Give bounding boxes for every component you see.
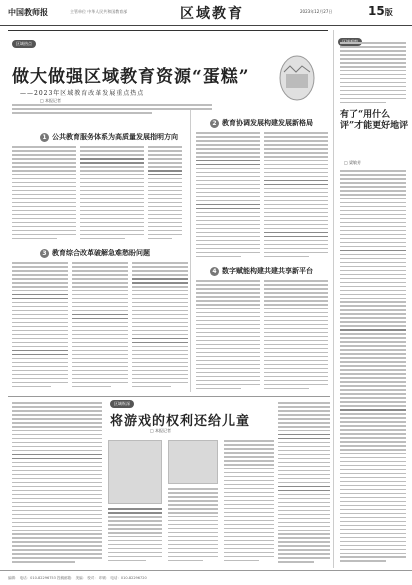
lead-subhead: ——2023年区域教育改革发展重点热点 bbox=[20, 90, 145, 97]
section-4-title: 数字赋能构建共建共享新平台 bbox=[222, 266, 313, 275]
sidebar-intro bbox=[340, 42, 406, 106]
sidebar-byline: □ 梁敏芳 bbox=[344, 160, 362, 165]
section-2-column-a bbox=[196, 132, 260, 260]
page-header bbox=[0, 0, 412, 26]
masthead: 中国教师报 bbox=[8, 7, 48, 17]
sidebar-title: 有了“用什么评”才能更好地评 bbox=[340, 110, 409, 131]
sidebar-body bbox=[340, 170, 406, 566]
section-3-heading bbox=[40, 248, 150, 258]
section-2-column-b bbox=[264, 132, 328, 260]
bottom-column-d bbox=[224, 440, 274, 566]
section-2-heading bbox=[210, 118, 313, 128]
page-footer: 编辑： 电话：010-82296753 投稿邮箱： 美编： 校对： 印刷： 电话：010-82296720 bbox=[0, 570, 412, 585]
section-1-column-a bbox=[12, 146, 76, 244]
page-number-suffix: 版 bbox=[384, 8, 393, 17]
section-1-number: 1 bbox=[40, 133, 49, 142]
sidebar-divider bbox=[333, 30, 334, 568]
section-4-heading bbox=[210, 266, 313, 276]
bottom-kicker: 区域纵深 bbox=[110, 400, 134, 408]
masthead-tagline: 主管单位 中华人民共和国教育部 bbox=[70, 9, 128, 14]
egg-illustration bbox=[276, 50, 318, 102]
section-rule bbox=[8, 30, 328, 31]
section-3-column-c bbox=[132, 262, 188, 392]
section-1-title: 公共教育服务体系为高质量发展指明方向 bbox=[52, 132, 178, 141]
lead-headline: 做大做强区域教育资源“蛋糕” bbox=[12, 67, 250, 87]
section-3-title: 教育综合改革破解急难愁盼问题 bbox=[52, 248, 150, 257]
section-4-column-a bbox=[196, 280, 260, 392]
bottom-byline: □ 本报记者 bbox=[150, 428, 172, 433]
page-number-value: 15 bbox=[368, 4, 385, 18]
section-2-title: 教育协调发展构建发展新格局 bbox=[222, 118, 313, 127]
issue-date: 2023年12月27日 bbox=[300, 9, 333, 14]
section-1-column-b bbox=[80, 146, 144, 244]
bottom-column-e bbox=[278, 402, 330, 566]
page-number bbox=[368, 4, 393, 18]
column-divider bbox=[190, 110, 191, 392]
section-4-number: 4 bbox=[210, 267, 219, 276]
bottom-column-b bbox=[108, 508, 162, 566]
bottom-column-a bbox=[12, 402, 102, 566]
section-3-column-b bbox=[72, 262, 128, 392]
story-photo-center bbox=[168, 440, 218, 484]
lead-kicker: 区域热点 bbox=[12, 40, 36, 48]
section-1-column-c bbox=[148, 146, 182, 244]
story-photo-left bbox=[108, 440, 162, 504]
bottom-headline: 将游戏的权利还给儿童 bbox=[110, 414, 251, 429]
lead-byline: □ 本报记者 bbox=[40, 98, 62, 103]
section-3-number: 3 bbox=[40, 249, 49, 258]
section-1-heading bbox=[40, 132, 178, 142]
bottom-story-rule bbox=[8, 396, 330, 397]
section-title: 区域教育 bbox=[180, 6, 244, 22]
bottom-column-c bbox=[168, 488, 218, 566]
lead-intro bbox=[12, 104, 212, 120]
section-3-column-a bbox=[12, 262, 68, 392]
section-4-column-b bbox=[264, 280, 328, 392]
section-2-number: 2 bbox=[210, 119, 219, 128]
